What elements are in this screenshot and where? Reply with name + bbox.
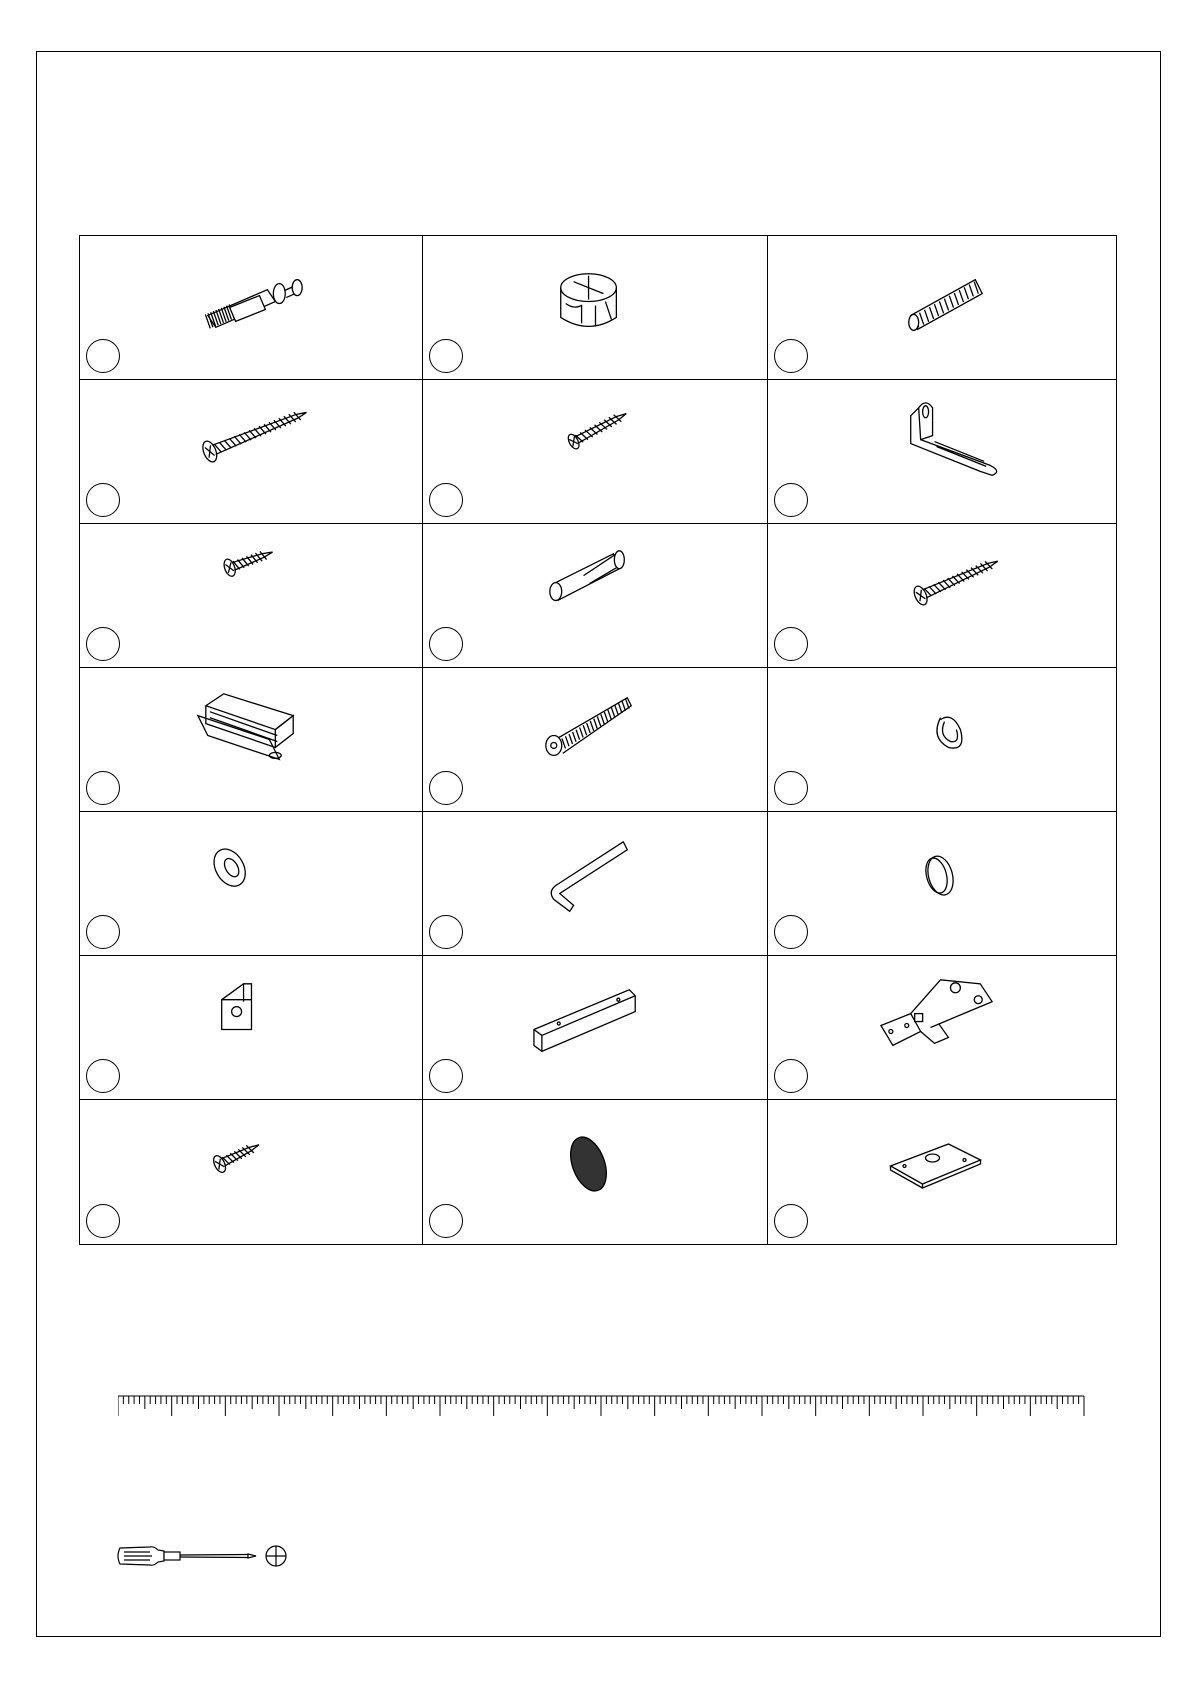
part-cell	[423, 812, 768, 956]
part-number-circle	[774, 915, 808, 949]
magnetic-catch-icon	[80, 668, 422, 811]
part-number-circle	[774, 627, 808, 661]
part-number-circle	[429, 1059, 463, 1093]
cam-lock-icon	[423, 236, 767, 379]
flat-washer-icon	[80, 812, 422, 955]
part-number-circle	[774, 483, 808, 517]
part-number-circle	[774, 339, 808, 373]
part-cell	[80, 668, 423, 812]
part-cell	[768, 236, 1116, 380]
part-number-circle	[86, 915, 120, 949]
phillips-screwdriver-icon	[116, 1540, 292, 1572]
part-number-circle	[429, 1204, 463, 1238]
part-cell	[768, 380, 1116, 524]
part-cell	[423, 380, 768, 524]
part-cell	[768, 812, 1116, 956]
felt-pad-icon	[423, 1100, 767, 1244]
part-cell	[423, 1100, 768, 1244]
part-number-circle	[86, 483, 120, 517]
part-cell	[423, 956, 768, 1100]
cam-bolt-icon	[80, 236, 422, 379]
wood-dowel-icon	[768, 236, 1116, 379]
part-cell	[80, 1100, 423, 1244]
part-cell	[768, 1100, 1116, 1244]
short-screw-icon	[80, 1100, 422, 1244]
part-cell	[80, 236, 423, 380]
allen-key-icon	[423, 812, 767, 955]
allen-bolt-icon	[423, 668, 767, 811]
part-number-circle	[774, 1204, 808, 1238]
part-number-circle	[429, 771, 463, 805]
cover-cap-icon	[768, 812, 1116, 955]
part-number-circle	[429, 483, 463, 517]
part-number-circle	[774, 1059, 808, 1093]
part-cell	[423, 236, 768, 380]
wall-plug-icon	[423, 524, 767, 667]
part-number-circle	[86, 1204, 120, 1238]
part-cell	[768, 524, 1116, 668]
wooden-strip-icon	[423, 956, 767, 1099]
mounting-plate-icon	[768, 1100, 1116, 1244]
part-cell	[423, 668, 768, 812]
part-cell	[80, 812, 423, 956]
corner-block-icon	[80, 956, 422, 1099]
pan-head-screw-icon	[80, 524, 422, 667]
ruler-icon	[118, 1394, 1086, 1418]
part-number-circle	[86, 771, 120, 805]
l-bracket-icon	[768, 380, 1116, 523]
cabinet-hinge-icon	[768, 956, 1116, 1099]
part-cell	[80, 380, 423, 524]
spring-washer-icon	[768, 668, 1116, 811]
part-cell	[423, 524, 768, 668]
hardware-parts-grid	[79, 235, 1117, 1245]
part-cell	[768, 668, 1116, 812]
part-cell	[80, 956, 423, 1100]
part-number-circle	[774, 771, 808, 805]
short-wood-screw-icon	[423, 380, 767, 523]
part-number-circle	[429, 627, 463, 661]
part-number-circle	[86, 339, 120, 373]
part-number-circle	[86, 1059, 120, 1093]
long-wood-screw-icon	[80, 380, 422, 523]
countersunk-screw-icon	[768, 524, 1116, 667]
part-number-circle	[429, 915, 463, 949]
part-number-circle	[86, 627, 120, 661]
part-number-circle	[429, 339, 463, 373]
part-cell	[80, 524, 423, 668]
part-cell	[768, 956, 1116, 1100]
